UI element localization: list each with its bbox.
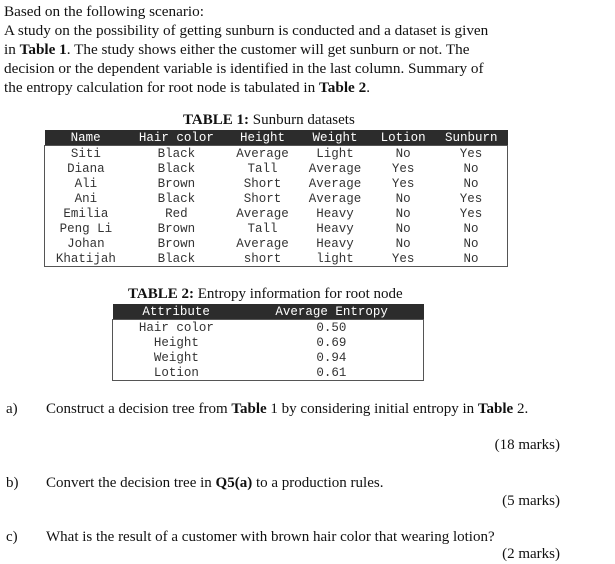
sunburn-dataset-table bbox=[44, 130, 508, 267]
table-row bbox=[113, 365, 424, 381]
table2-header-average-entropy: Average Entropy bbox=[240, 304, 424, 320]
table-cell: Brown bbox=[157, 176, 196, 191]
table-cell: Ali bbox=[74, 176, 98, 191]
question-text: 2. bbox=[513, 401, 529, 417]
question-c-marks: (2 marks) bbox=[502, 546, 560, 562]
table1-caption-label: TABLE 1: bbox=[183, 112, 249, 128]
table-cell: Yes bbox=[391, 176, 415, 191]
question-b-text bbox=[46, 474, 556, 493]
table1-header-name: Name bbox=[45, 130, 127, 146]
table-cell: No bbox=[463, 176, 479, 191]
table-row bbox=[113, 335, 424, 350]
question-c-text: What is the result of a customer with brown hair color that wearing lotion? bbox=[46, 529, 495, 545]
table-cell: 0.61 bbox=[316, 365, 347, 380]
table-cell: Tall bbox=[247, 221, 278, 236]
table-cell: No bbox=[395, 191, 411, 206]
question-b bbox=[0, 474, 560, 514]
intro-text: the entropy calculation for root node is tabulated in bbox=[4, 79, 320, 96]
table-cell: Black bbox=[157, 191, 196, 206]
question-a-marks: (18 marks) bbox=[494, 437, 560, 453]
table-cell: 0.69 bbox=[316, 335, 347, 350]
table-row bbox=[45, 161, 508, 176]
table2-caption bbox=[128, 286, 403, 303]
question-text: Convert the decision tree in bbox=[46, 475, 216, 491]
table-cell: No bbox=[395, 206, 411, 221]
table-cell: short bbox=[243, 251, 282, 266]
table-row bbox=[113, 320, 424, 336]
table-row bbox=[45, 176, 508, 191]
table-cell: Black bbox=[157, 251, 196, 266]
intro-text: . bbox=[366, 79, 370, 96]
table-cell: No bbox=[463, 221, 479, 236]
table-row bbox=[113, 350, 424, 365]
question-a bbox=[0, 400, 560, 460]
entropy-table bbox=[112, 304, 424, 381]
table2-header-row bbox=[113, 304, 424, 320]
table-cell: light bbox=[316, 251, 354, 266]
table1-header-lotion: Lotion bbox=[371, 130, 435, 146]
question-text: to a production rules. bbox=[252, 475, 384, 491]
table1-reference: Table 1 bbox=[19, 41, 67, 58]
table-cell: Heavy bbox=[316, 206, 354, 221]
table1-header-hair-color: Hair color bbox=[127, 130, 227, 146]
table-cell: Johan bbox=[67, 236, 105, 251]
question-b-label: b) bbox=[6, 475, 19, 491]
table-cell: Hair color bbox=[138, 320, 214, 335]
table-cell: Average bbox=[236, 206, 289, 221]
table1-header-row bbox=[45, 130, 508, 146]
table-cell: Black bbox=[157, 161, 196, 176]
table-cell: Yes bbox=[391, 251, 415, 266]
question-emphasis: Q5(a) bbox=[215, 475, 253, 491]
question-a-text bbox=[46, 400, 556, 419]
question-c-label: c) bbox=[6, 529, 18, 545]
table-cell: Yes bbox=[459, 206, 483, 221]
table-row bbox=[45, 251, 508, 267]
table-cell: Height bbox=[153, 335, 199, 350]
table-cell: Emilia bbox=[63, 206, 109, 221]
table-cell: No bbox=[395, 221, 411, 236]
table2-header-attribute: Attribute bbox=[113, 304, 240, 320]
table-row bbox=[45, 206, 508, 221]
table-cell: Ani bbox=[74, 191, 98, 206]
table-cell: Yes bbox=[459, 191, 483, 206]
table-cell: Diana bbox=[67, 161, 105, 176]
table2-reference: Table 2 bbox=[319, 79, 367, 96]
table2-caption-title: Entropy information for root node bbox=[193, 286, 403, 302]
question-c bbox=[0, 528, 560, 564]
intro-text: in bbox=[4, 41, 20, 58]
intro-line: A study on the possibility of getting sunburn is conducted and a dataset is given bbox=[4, 22, 489, 39]
table-cell: Peng Li bbox=[59, 221, 113, 236]
table-cell: Average bbox=[308, 161, 362, 176]
table-cell: Heavy bbox=[316, 236, 354, 251]
table-cell: No bbox=[463, 236, 479, 251]
table1-header-weight: Weight bbox=[299, 130, 372, 146]
question-emphasis: Table bbox=[477, 401, 514, 417]
table-row bbox=[45, 146, 508, 162]
table2-caption-label: TABLE 2: bbox=[128, 286, 194, 302]
table-cell: Heavy bbox=[316, 221, 354, 236]
table1-header-height: Height bbox=[226, 130, 299, 146]
table1-caption bbox=[183, 112, 355, 129]
question-text: 1 by considering initial entropy in bbox=[266, 401, 478, 417]
table-cell: Red bbox=[165, 206, 188, 221]
table1-caption-title: Sunburn datasets bbox=[248, 112, 355, 128]
table-cell: Average bbox=[236, 236, 289, 251]
scenario-paragraph bbox=[4, 2, 610, 97]
table-cell: Average bbox=[308, 191, 362, 206]
table-cell: Average bbox=[236, 146, 289, 161]
table-cell: No bbox=[463, 161, 479, 176]
table-cell: Short bbox=[243, 176, 282, 191]
table-cell: Siti bbox=[70, 146, 101, 161]
table-row bbox=[45, 221, 508, 236]
table-row bbox=[45, 191, 508, 206]
table-cell: Lotion bbox=[153, 365, 199, 380]
table-cell: Yes bbox=[391, 161, 415, 176]
table-cell: No bbox=[395, 236, 411, 251]
table-cell: No bbox=[463, 251, 479, 266]
table-cell: Short bbox=[243, 191, 282, 206]
question-emphasis: Table bbox=[231, 401, 267, 417]
question-text: Construct a decision tree from bbox=[46, 401, 232, 417]
table-cell: Brown bbox=[157, 221, 196, 236]
intro-line: decision or the dependent variable is identified in the last column. Summary of bbox=[4, 60, 484, 77]
table-cell: Weight bbox=[153, 350, 199, 365]
question-b-marks: (5 marks) bbox=[502, 493, 560, 509]
table-cell: Tall bbox=[247, 161, 278, 176]
table-cell: Black bbox=[157, 146, 196, 161]
table-cell: 0.50 bbox=[316, 320, 347, 335]
intro-line: Based on the following scenario: bbox=[4, 3, 204, 20]
table-cell: Brown bbox=[157, 236, 196, 251]
table-cell: No bbox=[395, 146, 411, 161]
table-cell: Average bbox=[308, 176, 362, 191]
table-cell: Yes bbox=[459, 146, 483, 161]
table1-header-sunburn: Sunburn bbox=[435, 130, 508, 146]
table-cell: Light bbox=[316, 146, 354, 161]
table-cell: Khatijah bbox=[55, 251, 116, 266]
question-a-label: a) bbox=[6, 401, 18, 417]
table-cell: 0.94 bbox=[316, 350, 347, 365]
table-row bbox=[45, 236, 508, 251]
intro-text: . The study shows either the customer will get sunburn or not. The bbox=[66, 41, 470, 58]
